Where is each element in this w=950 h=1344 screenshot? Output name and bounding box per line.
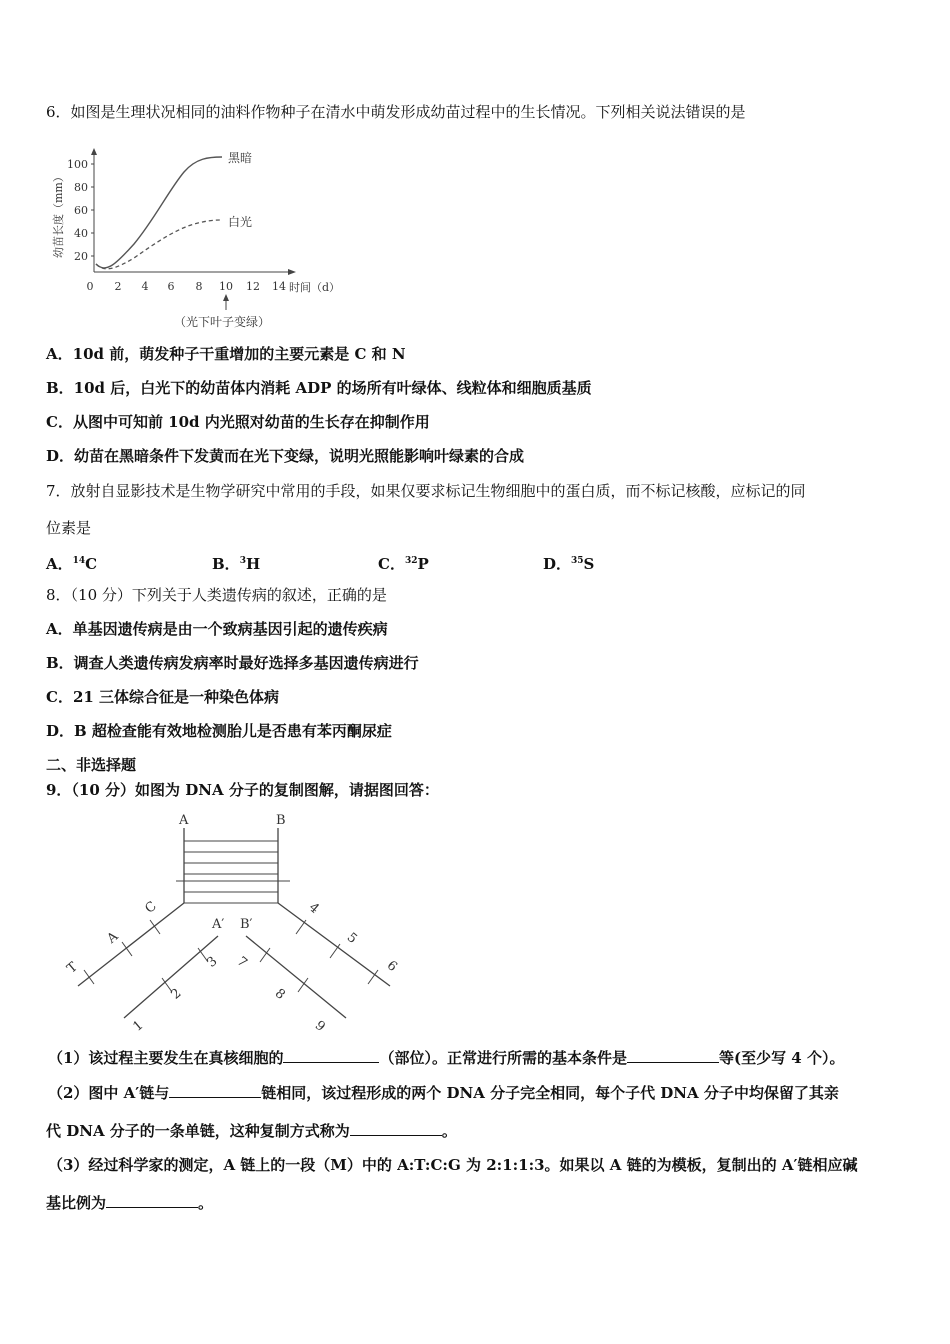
growth-chart <box>44 140 354 332</box>
label-B: B <box>276 813 286 828</box>
answer-blank-2[interactable] <box>627 1047 719 1063</box>
label-A: A <box>179 813 189 828</box>
ytick-80: 80 <box>74 181 88 194</box>
q8-stem: 8．（10 分）下列关于人类遗传病的叙述，正确的是 <box>46 586 387 604</box>
q7-option-b: B．$^3$H <box>212 555 261 573</box>
base-label-5: 5 <box>343 930 360 947</box>
q6-option-d: D．幼苗在黑暗条件下发黄而在光下变绿，说明光照能影响叶绿素的合成 <box>46 447 525 465</box>
answer-blank-5[interactable] <box>106 1192 198 1208</box>
base-label-6: 6 <box>383 958 400 975</box>
base-label-A: A <box>104 929 122 947</box>
q9-part3-line1: （3）经过科学家的测定，A 链上的一段（M）中的 A:T:C:G 为 2:1:1:3。如果以 A 链的为模板，复制出的 A′链相应碱 <box>48 1156 858 1174</box>
q6-stem: 6．如图是生理状况相同的油料作物种子在清水中萌发形成幼苗过程中的生长情况。下列相关说法错误的是 <box>46 103 746 121</box>
q9-part1: （1）该过程主要发生在真核细胞的 （部位）。正常进行所需的基本条件是 等(至少写 4 个）。 <box>48 1049 845 1067</box>
xtick-0: 0 <box>86 280 94 293</box>
q9-part3-line2: 基比例为 。 <box>46 1194 214 1212</box>
xtick-2: 2 <box>114 280 122 293</box>
label-A-prime: A′ <box>212 917 225 932</box>
q8-option-b: B．调查人类遗传病发病率时最好选择多基因遗传病进行 <box>46 654 419 672</box>
q7-stem-line2: 位素是 <box>46 519 92 537</box>
y-axis-label: 幼苗长度（mm） <box>52 171 65 258</box>
q6-option-a: A．10d 前，萌发种子干重增加的主要元素是 C 和 N <box>46 345 406 363</box>
base-label-1: 1 <box>130 1017 147 1035</box>
q7-option-c: C．$^{32}$P <box>378 555 429 573</box>
xtick-14: 14 <box>272 280 286 293</box>
dna-replication-diagram <box>60 808 420 1036</box>
answer-blank-4[interactable] <box>350 1120 442 1136</box>
dark-curve <box>96 157 222 268</box>
answer-blank-3[interactable] <box>169 1082 261 1098</box>
base-label-9: 9 <box>311 1018 328 1035</box>
base-label-T: T <box>64 959 81 977</box>
light-label: 白光 <box>228 215 253 229</box>
xtick-10: 10 <box>219 280 233 293</box>
ytick-100: 100 <box>67 158 88 171</box>
xtick-6: 6 <box>167 280 175 293</box>
dark-label: 黑暗 <box>228 151 253 165</box>
q8-option-a: A．单基因遗传病是由一个致病基因引起的遗传疾病 <box>46 620 388 638</box>
q9-part2-line2: 代 DNA 分子的一条单链，这种复制方式称为 。 <box>46 1122 457 1140</box>
base-label-4: 4 <box>305 900 322 917</box>
base-label-2: 2 <box>168 985 185 1003</box>
base-label-C: C <box>142 898 160 917</box>
light-curve <box>96 220 222 269</box>
q9-part2-line1: （2）图中 A′链与 链相同，该过程形成的两个 DNA 分子完全相同，每个子代 DNA 分子中均保留了其亲 <box>48 1084 839 1102</box>
q7-option-a: A．$^{14}$C <box>46 555 98 573</box>
xtick-12: 12 <box>246 280 260 293</box>
section-heading: 二、非选择题 <box>46 756 137 774</box>
x-axis-label: 时间（d） <box>289 281 341 294</box>
q8-option-c: C．21 三体综合征是一种染色体病 <box>46 688 280 706</box>
base-label-8: 8 <box>271 986 288 1003</box>
q6-option-b: B．10d 后，白光下的幼苗体内消耗 ADP 的场所有叶绿体、线粒体和细胞质基质 <box>46 379 592 397</box>
answer-blank-1[interactable] <box>283 1047 379 1063</box>
q7-option-d: D．$^{35}$S <box>543 555 595 573</box>
q7-stem-line1: 7．放射自显影技术是生物学研究中常用的手段，如果仅要求标记生物细胞中的蛋白质，而不标记核酸，应标记的同 <box>46 482 806 500</box>
ytick-20: 20 <box>74 250 88 263</box>
base-label-3: 3 <box>204 953 221 971</box>
ytick-40: 40 <box>74 227 88 240</box>
chart-annotation: （光下叶子变绿） <box>174 315 271 329</box>
ytick-60: 60 <box>74 204 88 217</box>
xtick-4: 4 <box>141 280 149 293</box>
label-B-prime: B′ <box>240 917 253 932</box>
q9-stem: 9．（10 分）如图为 DNA 分子的复制图解，请据图回答： <box>46 781 439 799</box>
xtick-8: 8 <box>195 280 203 293</box>
base-label-7: 7 <box>233 954 250 971</box>
q6-option-c: C．从图中可知前 10d 内光照对幼苗的生长存在抑制作用 <box>46 413 430 431</box>
q8-option-d: D．B 超检查能有效地检测胎儿是否患有苯丙酮尿症 <box>46 722 392 740</box>
